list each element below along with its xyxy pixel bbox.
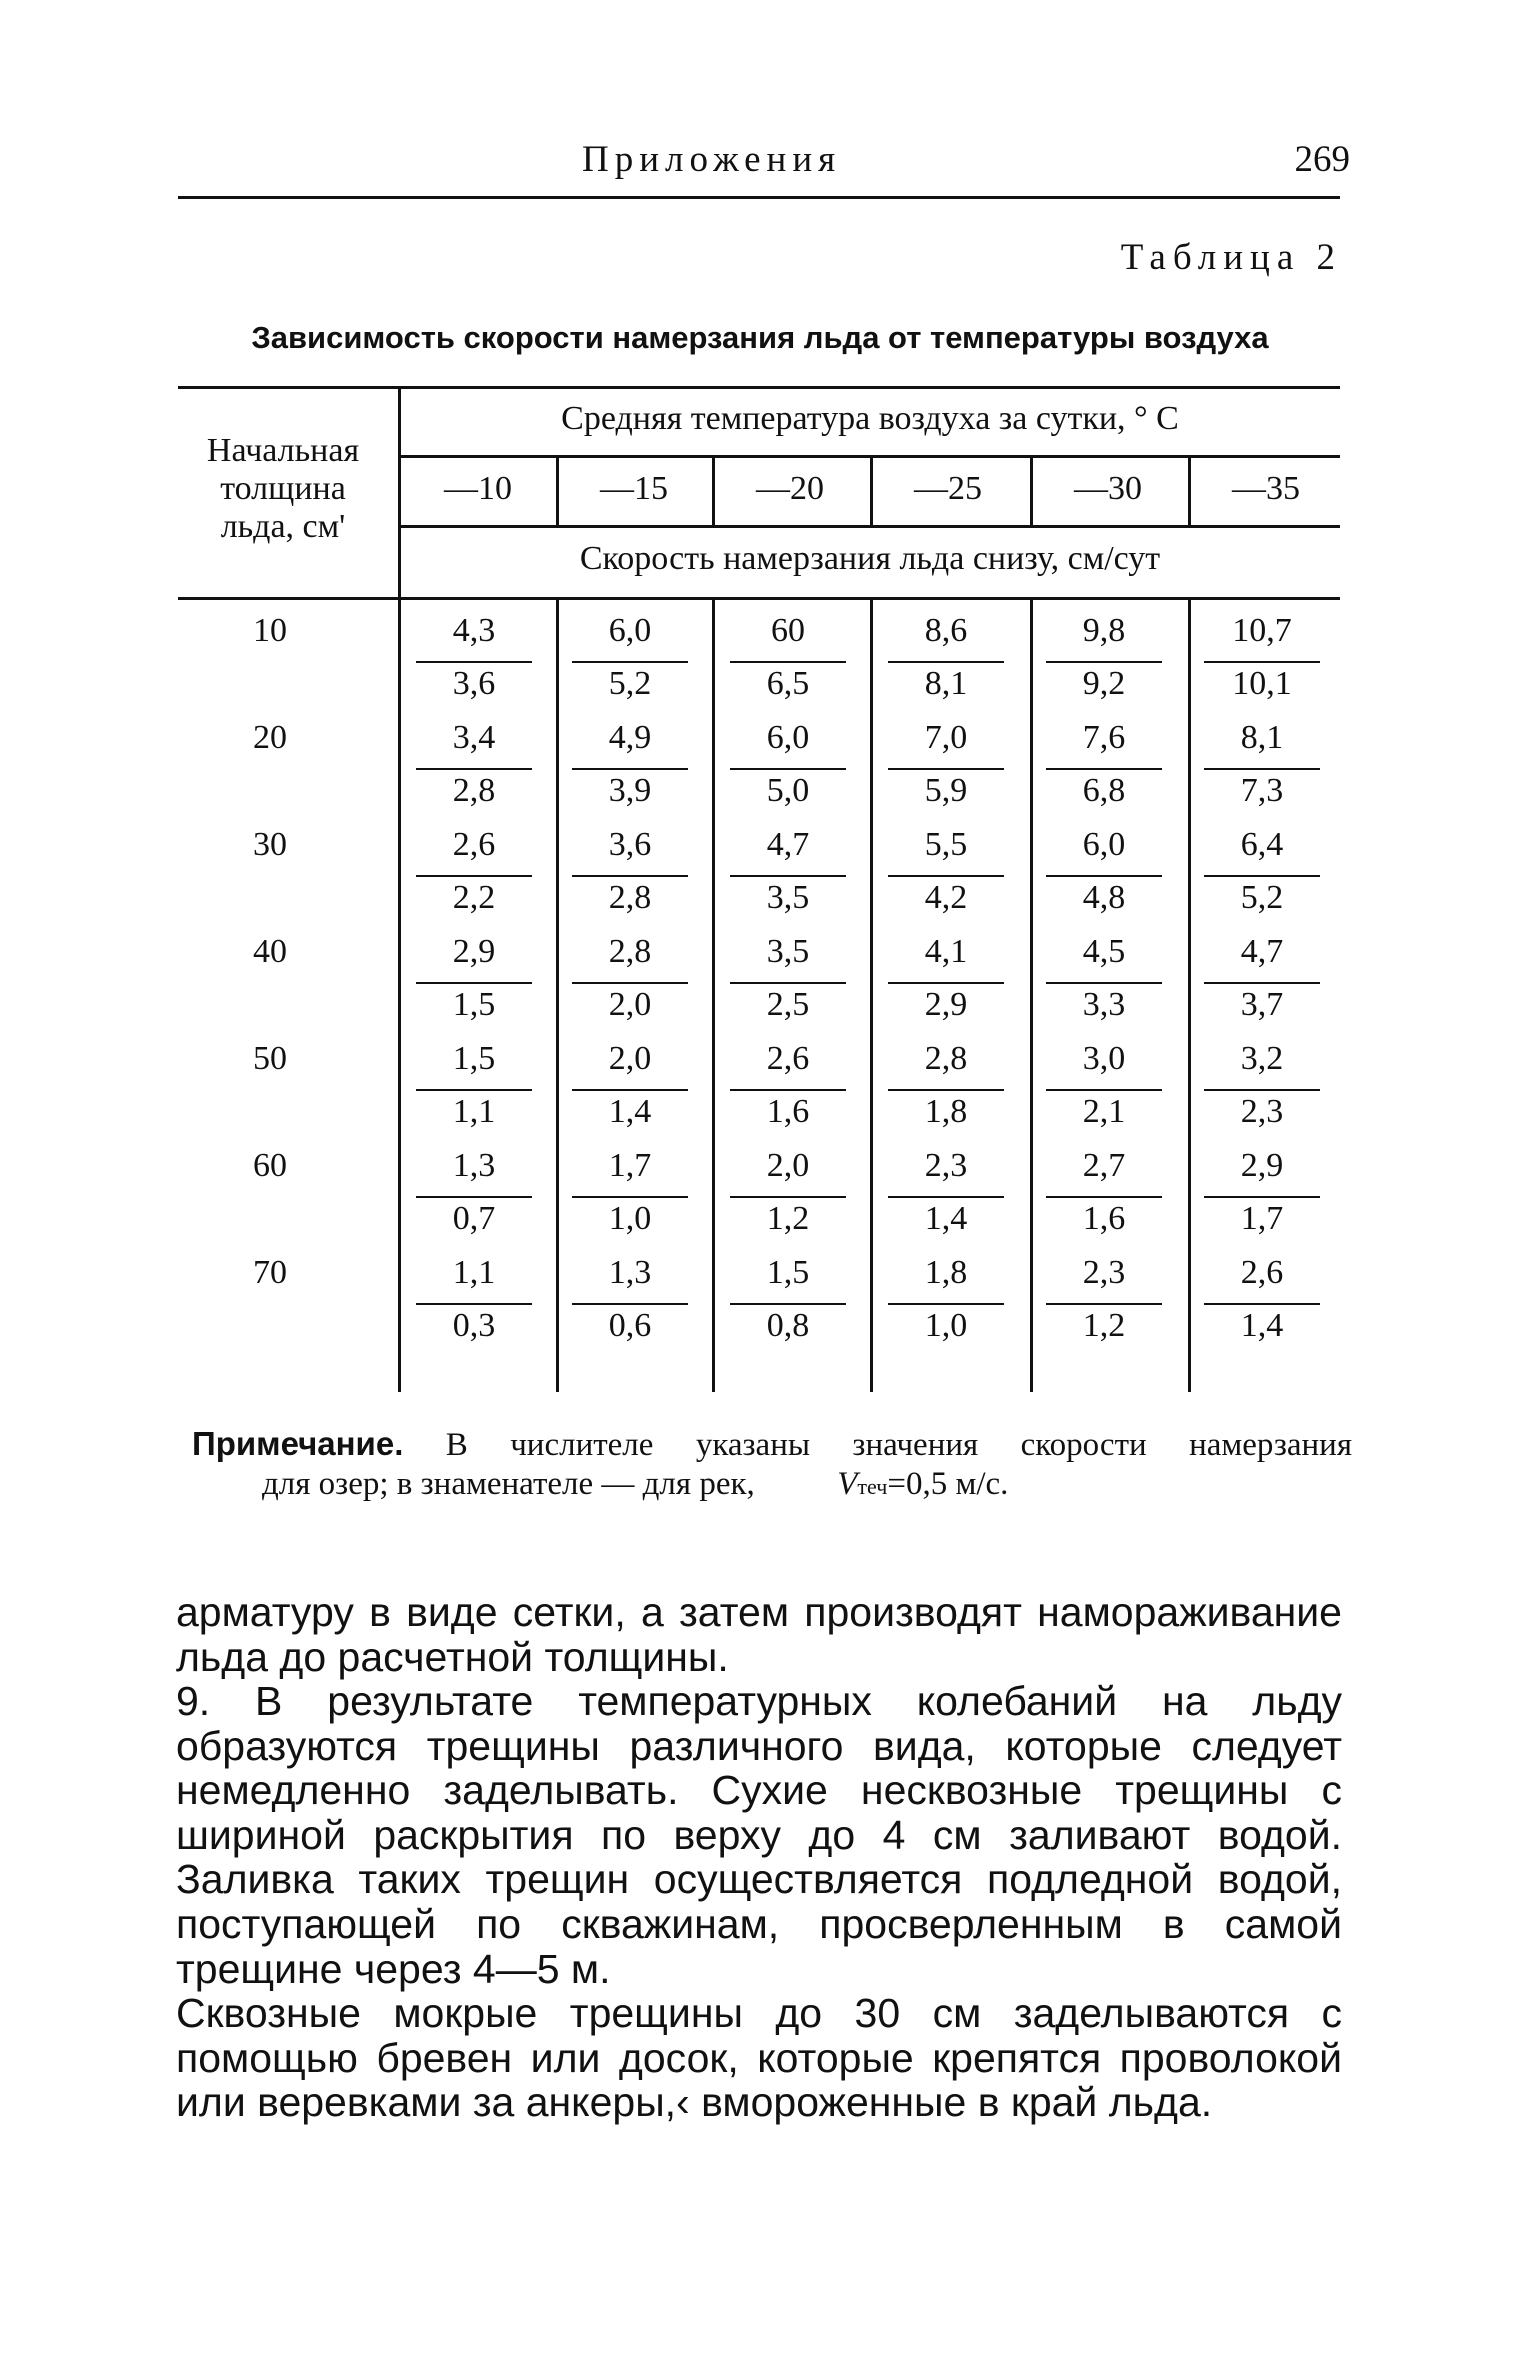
fraction-bar	[1046, 982, 1162, 984]
river-rate-value: 3,5	[766, 879, 810, 916]
running-head: Приложения	[582, 139, 842, 180]
fraction-bar	[888, 982, 1004, 984]
fraction-bar	[1204, 1196, 1320, 1198]
lake-rate-value: 5,5	[924, 826, 968, 863]
thickness-value: 10	[253, 612, 287, 649]
fraction-bar	[1204, 875, 1320, 877]
river-rate-value: 3,9	[608, 772, 652, 809]
lake-rate-value: 4,9	[608, 719, 652, 756]
column-divider	[556, 597, 559, 1392]
river-rate-value: 5,2	[608, 665, 652, 702]
river-rate-value: 1,4	[608, 1093, 652, 1130]
column-divider	[1188, 597, 1191, 1392]
lake-rate-value: 7,0	[924, 719, 968, 756]
lake-rate-value: 4,7	[1240, 933, 1284, 970]
fraction-bar	[1204, 982, 1320, 984]
river-rate-value: 1,4	[1240, 1307, 1284, 1344]
river-rate-value: 2,0	[608, 986, 652, 1023]
table-top-rule	[178, 386, 1340, 389]
lake-rate-value: 2,6	[1240, 1254, 1284, 1291]
lake-rate-value: 2,9	[452, 933, 496, 970]
fraction-bar	[572, 1196, 688, 1198]
lake-rate-value: 3,2	[1240, 1040, 1284, 1077]
lake-rate-value: 1,3	[452, 1147, 496, 1184]
fraction-bar	[1046, 768, 1162, 770]
river-rate-value: 4,2	[924, 879, 968, 916]
fraction-bar	[416, 1196, 532, 1198]
thickness-value: 50	[253, 1040, 287, 1077]
temperature-value: —25	[914, 470, 982, 507]
river-rate-value: 1,0	[924, 1307, 968, 1344]
river-rate-value: 1,1	[452, 1093, 496, 1130]
lake-rate-value: 1,8	[924, 1254, 968, 1291]
thickness-value: 60	[253, 1147, 287, 1184]
body-paragraph-3	[176, 1991, 1342, 2125]
temperature-value: —10	[444, 470, 512, 507]
fraction-bar	[730, 875, 846, 877]
river-rate-value: 6,8	[1082, 772, 1126, 809]
fraction-bar	[1046, 1303, 1162, 1305]
lake-rate-value: 10,7	[1232, 612, 1292, 649]
lake-rate-value: 3,6	[608, 826, 652, 863]
lake-rate-value: 2,7	[1082, 1147, 1126, 1184]
header-rule	[178, 196, 1340, 199]
table-note	[192, 1424, 1352, 1465]
river-rate-value: 0,3	[452, 1307, 496, 1344]
lake-rate-value: 2,3	[1082, 1254, 1126, 1291]
river-rate-value: 8,1	[924, 665, 968, 702]
paragraph-text: 9. В результате температурных колебаний на льду образуются трещины различного вида, которые следует немедленно заделывать. Сухие несквозные трещины с шириной раскрытия по верху до 4 см заливают водой. Заливка таких трещин осуществляется подледной водой, поступающей по скважинам, просверленным в самой трещине через 4—5 м.	[176, 1678, 1342, 1992]
river-rate-value: 1,4	[924, 1200, 968, 1237]
body-paragraph-2	[176, 1679, 1342, 1991]
fraction-bar	[1204, 768, 1320, 770]
fraction-bar	[416, 661, 532, 663]
fraction-bar	[572, 1303, 688, 1305]
river-rate-value: 7,3	[1240, 772, 1284, 809]
table-title: Зависимость скорости намерзания льда от температуры воздуха	[251, 320, 1269, 355]
river-rate-value: 10,1	[1232, 665, 1292, 702]
river-rate-value: 3,7	[1240, 986, 1284, 1023]
fraction-bar	[1046, 875, 1162, 877]
rate-header: Скорость намерзания льда снизу, см/сут	[579, 540, 1161, 577]
river-rate-value: 6,5	[766, 665, 810, 702]
fraction-bar	[416, 768, 532, 770]
river-rate-value: 1,5	[452, 986, 496, 1023]
river-rate-value: 3,6	[452, 665, 496, 702]
temperature-value: —20	[756, 470, 824, 507]
river-rate-value: 1,2	[1082, 1307, 1126, 1344]
note-line2: для озер; в знаменателе — для рек,	[262, 1466, 755, 1502]
thickness-value: 20	[253, 719, 287, 756]
fraction-bar	[730, 661, 846, 663]
stub-header-line: Начальная	[206, 432, 360, 469]
lake-rate-value: 7,6	[1082, 719, 1126, 756]
stub-header	[176, 432, 390, 546]
river-rate-value: 2,9	[924, 986, 968, 1023]
fraction-bar	[730, 1089, 846, 1091]
lake-rate-value: 4,7	[766, 826, 810, 863]
velocity-value: =0,5 м/с.	[887, 1466, 1009, 1502]
fraction-bar	[1046, 1196, 1162, 1198]
river-rate-value: 5,2	[1240, 879, 1284, 916]
temp-values-rule	[400, 525, 1340, 528]
river-rate-value: 0,7	[452, 1200, 496, 1237]
lake-rate-value: 1,3	[608, 1254, 652, 1291]
lake-rate-value: 2,9	[1240, 1147, 1284, 1184]
fraction-bar	[888, 1303, 1004, 1305]
temperature-header: Средняя температура воздуха за сутки, ° С	[561, 400, 1179, 437]
fraction-bar	[888, 661, 1004, 663]
thickness-value: 70	[253, 1254, 287, 1291]
body-paragraph-1	[176, 1590, 1342, 1679]
lake-rate-value: 2,8	[608, 933, 652, 970]
river-rate-value: 1,8	[924, 1093, 968, 1130]
thickness-value: 40	[253, 933, 287, 970]
lake-rate-value: 2,0	[608, 1040, 652, 1077]
fraction-bar	[416, 1303, 532, 1305]
river-rate-value: 5,9	[924, 772, 968, 809]
fraction-bar	[572, 1089, 688, 1091]
river-rate-value: 0,6	[608, 1307, 652, 1344]
fraction-bar	[572, 875, 688, 877]
river-rate-value: 2,3	[1240, 1093, 1284, 1130]
velocity-symbol: V	[837, 1466, 858, 1502]
lake-rate-value: 2,0	[766, 1147, 810, 1184]
fraction-bar	[416, 875, 532, 877]
lake-rate-value: 3,5	[766, 933, 810, 970]
fraction-bar	[572, 768, 688, 770]
lake-rate-value: 2,8	[924, 1040, 968, 1077]
fraction-bar	[888, 875, 1004, 877]
temperature-value: —15	[600, 470, 668, 507]
lake-rate-value: 9,8	[1082, 612, 1126, 649]
stub-header-line: льда, см'	[220, 508, 346, 545]
lake-rate-value: 4,5	[1082, 933, 1126, 970]
fraction-bar	[1046, 661, 1162, 663]
velocity-subscript: теч	[857, 1474, 888, 1499]
river-rate-value: 2,8	[452, 772, 496, 809]
river-rate-value: 1,2	[766, 1200, 810, 1237]
fraction-bar	[1204, 661, 1320, 663]
lake-rate-value: 1,5	[452, 1040, 496, 1077]
river-rate-value: 1,0	[608, 1200, 652, 1237]
lake-rate-value: 3,4	[452, 719, 496, 756]
note-label: Примечание.	[192, 1425, 404, 1462]
table-note-continued	[262, 1464, 1008, 1507]
river-rate-value: 0,8	[766, 1307, 810, 1344]
lake-rate-value: 8,1	[1240, 719, 1284, 756]
river-rate-value: 2,5	[766, 986, 810, 1023]
temperature-value: —35	[1232, 470, 1300, 507]
river-rate-value: 4,8	[1082, 879, 1126, 916]
river-rate-value: 1,6	[766, 1093, 810, 1130]
river-rate-value: 3,3	[1082, 986, 1126, 1023]
lake-rate-value: 2,6	[452, 826, 496, 863]
column-divider	[712, 597, 715, 1392]
fraction-bar	[572, 982, 688, 984]
temperature-value: —30	[1074, 470, 1142, 507]
fraction-bar	[888, 768, 1004, 770]
fraction-bar	[1204, 1089, 1320, 1091]
thickness-value: 30	[253, 826, 287, 863]
note-line1: В числителе указаны значения скорости намерзания	[445, 1427, 1352, 1463]
river-rate-value: 9,2	[1082, 665, 1126, 702]
lake-rate-value: 2,3	[924, 1147, 968, 1184]
fraction-bar	[416, 982, 532, 984]
lake-rate-value: 60	[771, 612, 805, 649]
lake-rate-value: 1,5	[766, 1254, 810, 1291]
river-rate-value: 1,7	[1240, 1200, 1284, 1237]
fraction-bar	[730, 1196, 846, 1198]
fraction-bar	[730, 1303, 846, 1305]
stub-divider	[398, 386, 401, 1392]
lake-rate-value: 6,4	[1240, 826, 1284, 863]
river-rate-value: 2,1	[1082, 1093, 1126, 1130]
paragraph-text: Сквозные мокрые трещины до 30 см заделываются с помощью бревен или досок, которые крепятся проволокой или веревками за анкеры,‹ вмороженные в край льда.	[176, 1990, 1342, 2126]
fraction-bar	[730, 768, 846, 770]
river-rate-value: 2,2	[452, 879, 496, 916]
lake-rate-value: 1,7	[608, 1147, 652, 1184]
fraction-bar	[572, 661, 688, 663]
column-divider	[870, 597, 873, 1392]
lake-rate-value: 3,0	[1082, 1040, 1126, 1077]
lake-rate-value: 6,0	[608, 612, 652, 649]
fraction-bar	[1046, 1089, 1162, 1091]
lake-rate-value: 8,6	[924, 612, 968, 649]
lake-rate-value: 4,1	[924, 933, 968, 970]
table-label: Таблица 2	[1120, 237, 1342, 278]
river-rate-value: 5,0	[766, 772, 810, 809]
lake-rate-value: 6,0	[1082, 826, 1126, 863]
lake-rate-value: 6,0	[766, 719, 810, 756]
header-bottom-rule	[178, 597, 1340, 600]
page-number: 269	[1294, 139, 1350, 180]
river-rate-value: 1,6	[1082, 1200, 1126, 1237]
column-divider	[1030, 597, 1033, 1392]
lake-rate-value: 4,3	[452, 612, 496, 649]
fraction-bar	[730, 982, 846, 984]
fraction-bar	[888, 1196, 1004, 1198]
paragraph-text: арматуру в виде сетки, а затем производят намораживание льда до расчетной толщины.	[176, 1589, 1342, 1680]
river-rate-value: 2,8	[608, 879, 652, 916]
fraction-bar	[416, 1089, 532, 1091]
fraction-bar	[888, 1089, 1004, 1091]
lake-rate-value: 2,6	[766, 1040, 810, 1077]
stub-header-line: толщина	[220, 470, 346, 507]
fraction-bar	[1204, 1303, 1320, 1305]
lake-rate-value: 1,1	[452, 1254, 496, 1291]
